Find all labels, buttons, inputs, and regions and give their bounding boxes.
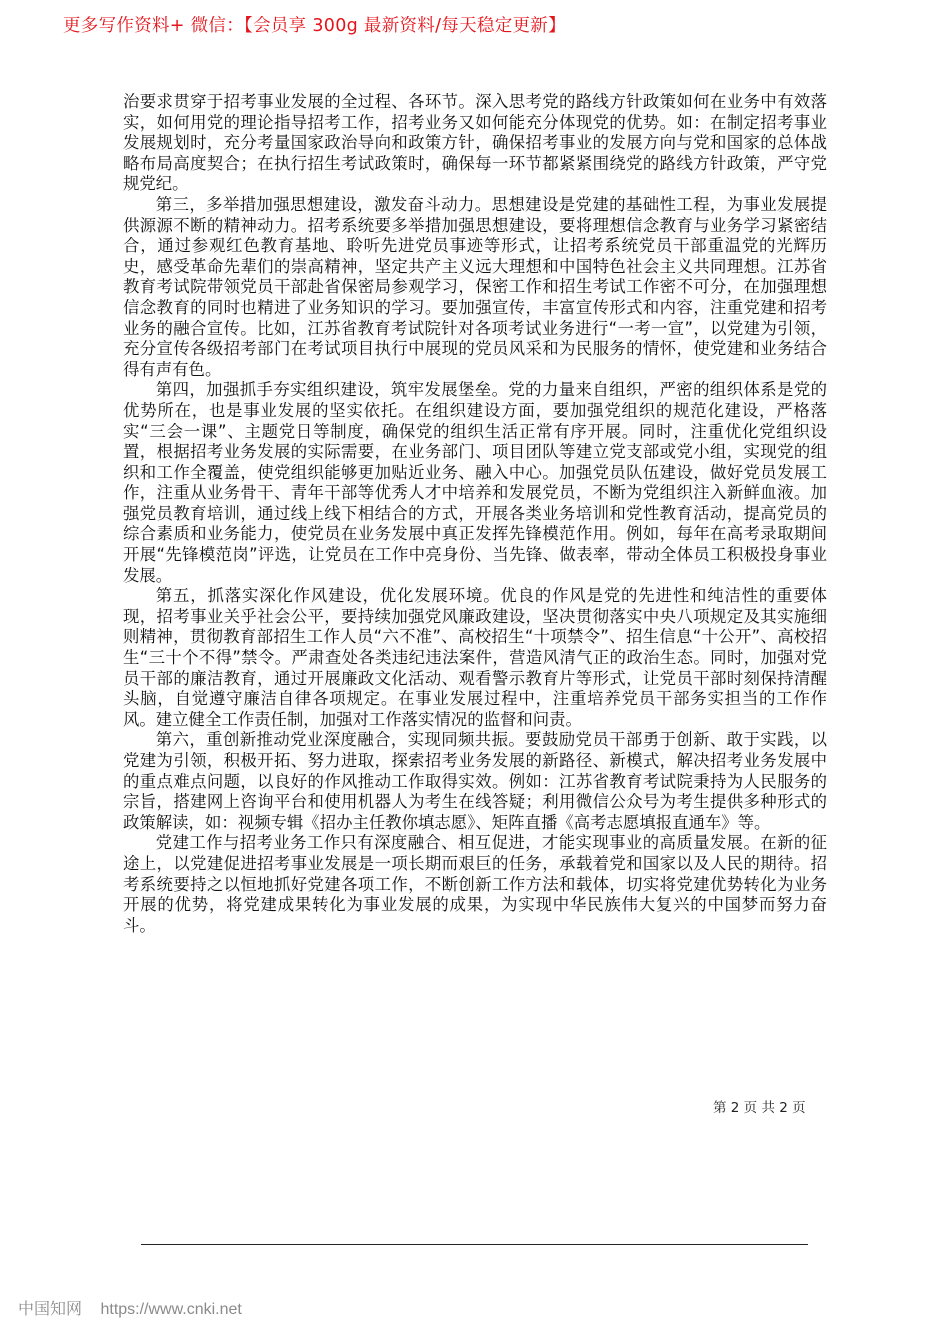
- paragraph-conclusion: 党建工作与招考业务工作只有深度融合、相互促进，才能实现事业的高质量发展。在新的征途上，以党建促进招考事业发展是一项长期而艰巨的任务，承载着党和国家以及人民的期待。招考系统要持之以恒地抓好党建各项工作，不断创新工作方法和载体，切实将党建优势转化为业务开展的优势，将党建成果转化为事业发展的成果，为实现中华民族伟大复兴的中国梦而努力奋斗。: [123, 833, 827, 935]
- paragraph-fifth-point: 第五，抓落实深化作风建设，优化发展环境。优良的作风是党的先进性和纯洁性的重要体现，招考事业关乎社会公平，要持续加强党风廉政建设，坚决贯彻落实中央八项规定及其实施细则精神，贯彻教育部招生工作人员“六不准”、高校招生“十项禁令”、招生信息“十公开”、高校招生“三十个不得”禁令。严肃查处各类违纪违法案件，营造风清气正的政治生态。同时，加强对党员干部的廉洁教育，通过开展廉政文化活动、观看警示教育片等形式，让党员干部时刻保持清醒头脑，自觉遵守廉洁自律各项规定。在事业发展过程中，注重培养党员干部务实担当的工作作风。建立健全工作责任制，加强对工作落实情况的监督和问责。: [123, 586, 827, 729]
- document-body: [123, 92, 827, 936]
- paragraph-sixth-point: 第六，重创新推动党业深度融合，实现同频共振。要鼓励党员干部勇于创新、敢于实践，以党建为引领，积极开拓、努力进取，探索招考业务发展的新路径、新模式，解决招考业务发展中的重点难点问题，以良好的作风推动工作取得实效。例如：江苏省教育考试院秉持为人民服务的宗旨，搭建网上咨询平台和使用机器人为考生在线答疑；利用微信公众号为考生提供多种形式的政策解读，如：视频专辑《招办主任教你填志愿》、矩阵直播《高考志愿填报直通车》等。: [123, 730, 827, 832]
- site-name: 中国知网: [18, 1301, 83, 1318]
- promo-banner: 更多写作资料+ 微信：【会员享 300g 最新资料/每天稳定更新】: [63, 16, 566, 36]
- page-number: 第 2 页 共 2 页: [713, 1100, 806, 1116]
- footer-divider: [141, 1244, 808, 1245]
- paragraph-third-point: 第三，多举措加强思想建设，激发奋斗动力。思想建设是党建的基础性工程，为事业发展提供源源不断的精神动力。招考系统要多举措加强思想建设，要将理想信念教育与业务学习紧密结合，通过参观红色教育基地、聆听先进党员事迹等形式，让招考系统党员干部重温党的光辉历史，感受革命先辈们的崇高精神，坚定共产主义远大理想和中国特色社会主义共同理想。江苏省教育考试院带领党员干部赴省保密局参观学习，保密工作和招生考试工作密不可分，在加强理想信念教育的同时也精进了业务知识的学习。要加强宣传，丰富宣传形式和内容，注重党建和招考业务的融合宣传。比如，江苏省教育考试院针对各项考试业务进行“一考一宣”，以党建为引领，充分宣传各级招考部门在考试项目执行中展现的党员风采和为民服务的情怀，使党建和业务结合得有声有色。: [123, 194, 827, 379]
- watermark-footer: [18, 1296, 242, 1319]
- paragraph-continued: 治要求贯穿于招考事业发展的全过程、各环节。深入思考党的路线方针政策如何在业务中有效落实，如何用党的理论指导招考工作，招考业务又如何能充分体现党的优势。如：在制定招考事业发展规划时，充分考量国家政治导向和政策方针，确保招考事业的发展方向与党和国家的总体战略布局高度契合；在执行招生考试政策时，确保每一环节都紧紧围绕党的路线方针政策，严守党规党纪。: [123, 92, 827, 194]
- paragraph-fourth-point: 第四，加强抓手夯实组织建设，筑牢发展堡垒。党的力量来自组织，严密的组织体系是党的优势所在，也是事业发展的坚实依托。在组织建设方面，要加强党组织的规范化建设，严格落实“三会一课”、主题党日等制度，确保党的组织生活正常有序开展。同时，注重优化党组织设置，根据招考业务发展的实际需要，在业务部门、项目团队等建立党支部或党小组，实现党的组织和工作全覆盖，使党组织能够更加贴近业务、融入中心。加强党员队伍建设，做好党员发展工作，注重从业务骨干、青年干部等优秀人才中培养和发展党员，不断为党组织注入新鲜血液。加强党员教育培训，通过线上线下相结合的方式，开展各类业务培训和党性教育活动，提高党员的综合素质和业务能力，使党员在业务发展中真正发挥先锋模范作用。例如，每年在高考录取期间开展“先锋模范岗”评选，让党员在工作中亮身份、当先锋、做表率，带动全体员工积极投身事业发展。: [123, 380, 827, 585]
- site-url: https://www.cnki.net: [100, 1301, 242, 1318]
